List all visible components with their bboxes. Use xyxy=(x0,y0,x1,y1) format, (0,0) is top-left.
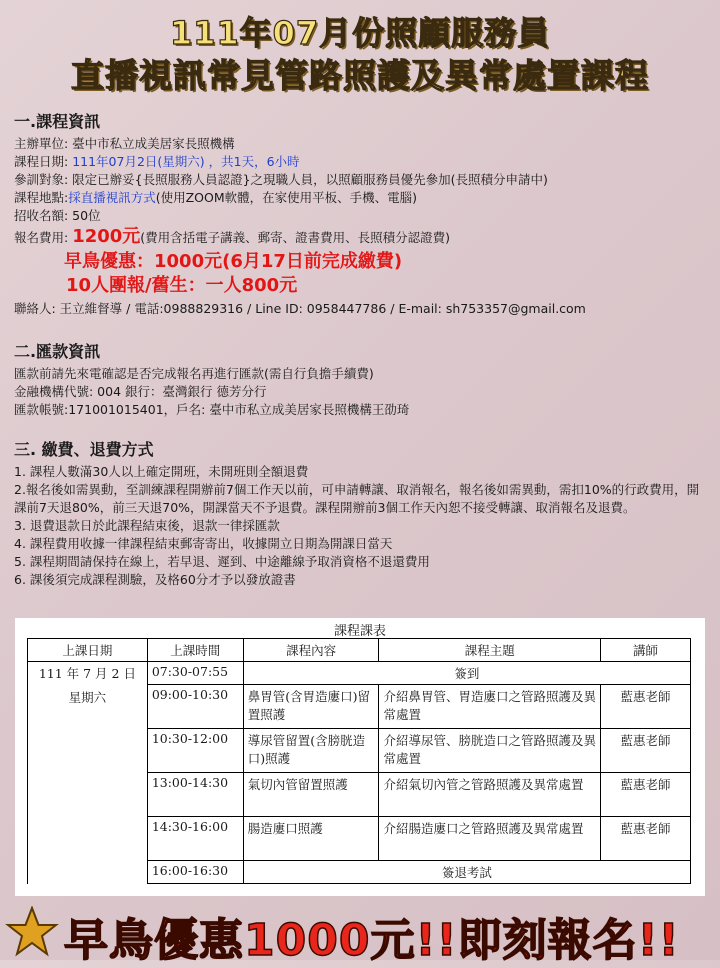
header-teacher: 講師 xyxy=(601,639,691,662)
contact-info: 聯絡人: 王立維督導 / 電話:0988829316 / Line ID: 0958447786 / E-mail: sh753357@gmail.com xyxy=(14,301,586,316)
schedule-table xyxy=(27,638,691,884)
content-cell: 鼻胃管(含胃造廔口)留置照護 xyxy=(243,685,379,729)
date-line-2: 星期六 xyxy=(68,690,107,705)
remittance-line-3: 匯款帳號:171001015401，戶名: 臺中市私立成美居家長照機構王劭琦 xyxy=(14,402,410,417)
star-shape xyxy=(8,908,56,954)
refund-item: 1. 課程人數滿30人以上確定開班，未開班則全額退費 xyxy=(14,464,309,479)
topic-cell: 介紹腸造廔口之管路照護及異常處置 xyxy=(379,817,601,861)
remittance-line-1: 匯款前請先來電確認是否完成報名再進行匯款(需自行負擔手續費) xyxy=(14,366,374,381)
topic-cell: 介紹鼻胃管、胃造廔口之管路照護及異常處置 xyxy=(379,685,601,729)
organizer: 主辦單位: 臺中市私立成美居家長照機構 xyxy=(14,136,235,151)
time-cell: 13:00-14:30 xyxy=(147,773,243,817)
group-promo: 10人團報/舊生：一人800元 xyxy=(66,275,298,296)
footer-text: 早鳥優惠1000元!!即刻報名!! xyxy=(64,915,680,966)
course-info-heading: 一.課程資訊 xyxy=(14,112,101,131)
course-location-value: 採直播視訊方式 xyxy=(68,190,156,205)
refund-item: 6. 課後須完成課程測驗，及格60分才予以發放證書 xyxy=(14,572,296,587)
header-time: 上課時間 xyxy=(147,639,243,662)
refund-item: 2.報名後如需異動，至訓練課程開辦前7個工作天以前，可申請轉讓、取消報名，報名後如需異動，需扣10%的行政費用，開課前7天退80%，前三天退70%，開課當天不予退費。課程開辦前3個工作天內恕不接受轉讓、取消報名及退費。 xyxy=(14,482,700,515)
schedule-panel xyxy=(15,618,705,896)
footer-banner xyxy=(0,900,720,966)
table-row xyxy=(28,662,691,685)
schedule-header-row xyxy=(28,639,691,662)
course-location: 課程地點:採直播視訊方式(使用ZOOM軟體，在家使用平板、手機、電腦) xyxy=(14,190,418,205)
early-bird-promo: 早鳥優惠：1000元(6月17日前完成繳費) xyxy=(64,251,403,272)
course-info-section xyxy=(14,112,714,318)
payment-refund-heading: 三. 繳費、退費方式 xyxy=(14,440,154,459)
quota: 招收名額: 50位 xyxy=(14,208,101,223)
course-date-cell xyxy=(28,662,148,884)
fee-value: 1200元 xyxy=(72,226,141,247)
content-cell: 氣切內管留置照護 xyxy=(243,773,379,817)
schedule-title: 課程課表 xyxy=(333,624,386,639)
time-cell: 07:30-07:55 xyxy=(147,662,243,685)
title-line-1: 111年07月份照顧服務員 xyxy=(169,14,551,52)
signout-exam-cell: 簽退考試 xyxy=(243,861,690,884)
time-cell: 09:00-10:30 xyxy=(147,685,243,729)
time-cell: 10:30-12:00 xyxy=(147,729,243,773)
time-cell: 14:30-16:00 xyxy=(147,817,243,861)
star-icon xyxy=(4,906,60,958)
header-topic: 課程主題 xyxy=(379,639,601,662)
teacher-cell: 藍惠老師 xyxy=(601,817,691,861)
remittance-heading: 二.匯款資訊 xyxy=(14,342,101,361)
teacher-cell: 藍惠老師 xyxy=(601,773,691,817)
teacher-cell: 藍惠老師 xyxy=(601,729,691,773)
date-line-1: 111 年 7 月 2 日 xyxy=(38,666,136,681)
refund-item: 4. 課程費用收據一律課程結束郵寄寄出，收據開立日期為開課日當天 xyxy=(14,536,393,551)
teacher-cell: 藍惠老師 xyxy=(601,685,691,729)
topic-cell: 介紹導尿管、膀胱造口之管路照護及異常處置 xyxy=(379,729,601,773)
header-content: 課程內容 xyxy=(243,639,379,662)
time-cell: 16:00-16:30 xyxy=(147,861,243,884)
target-audience: 參訓對象: 限定已辦妥{長照服務人員認證}之現職人員，以照顧服務員優先參加(長照積分申請中) xyxy=(14,172,548,187)
remittance-section xyxy=(14,342,714,419)
signin-cell: 簽到 xyxy=(243,662,690,685)
fee: 報名費用: 1200元(費用含括電子講義、郵寄、證書費用、長照積分認證費) xyxy=(14,226,451,247)
header-date: 上課日期 xyxy=(28,639,148,662)
payment-refund-section xyxy=(14,440,714,589)
title-line-2: 直播視訊常見管路照護及異常處置課程 xyxy=(71,56,649,95)
refund-item: 5. 課程期間請保持在線上，若早退、遲到、中途離線予取消資格不退還費用 xyxy=(14,554,430,569)
course-date-value: 111年07月2日(星期六) ，共1天，6小時 xyxy=(72,154,300,169)
content-cell: 導尿管留置(含膀胱造口)照護 xyxy=(243,729,379,773)
remittance-line-2: 金融機構代號: 004 銀行：臺灣銀行 德芳分行 xyxy=(14,384,267,399)
refund-item: 3. 退費退款日於此課程結束後，退款一律採匯款 xyxy=(14,518,280,533)
topic-cell: 介紹氣切內管之管路照護及異常處置 xyxy=(379,773,601,817)
course-date: 課程日期: 111年07月2日(星期六) ，共1天，6小時 xyxy=(14,154,300,169)
content-cell: 腸造廔口照護 xyxy=(243,817,379,861)
